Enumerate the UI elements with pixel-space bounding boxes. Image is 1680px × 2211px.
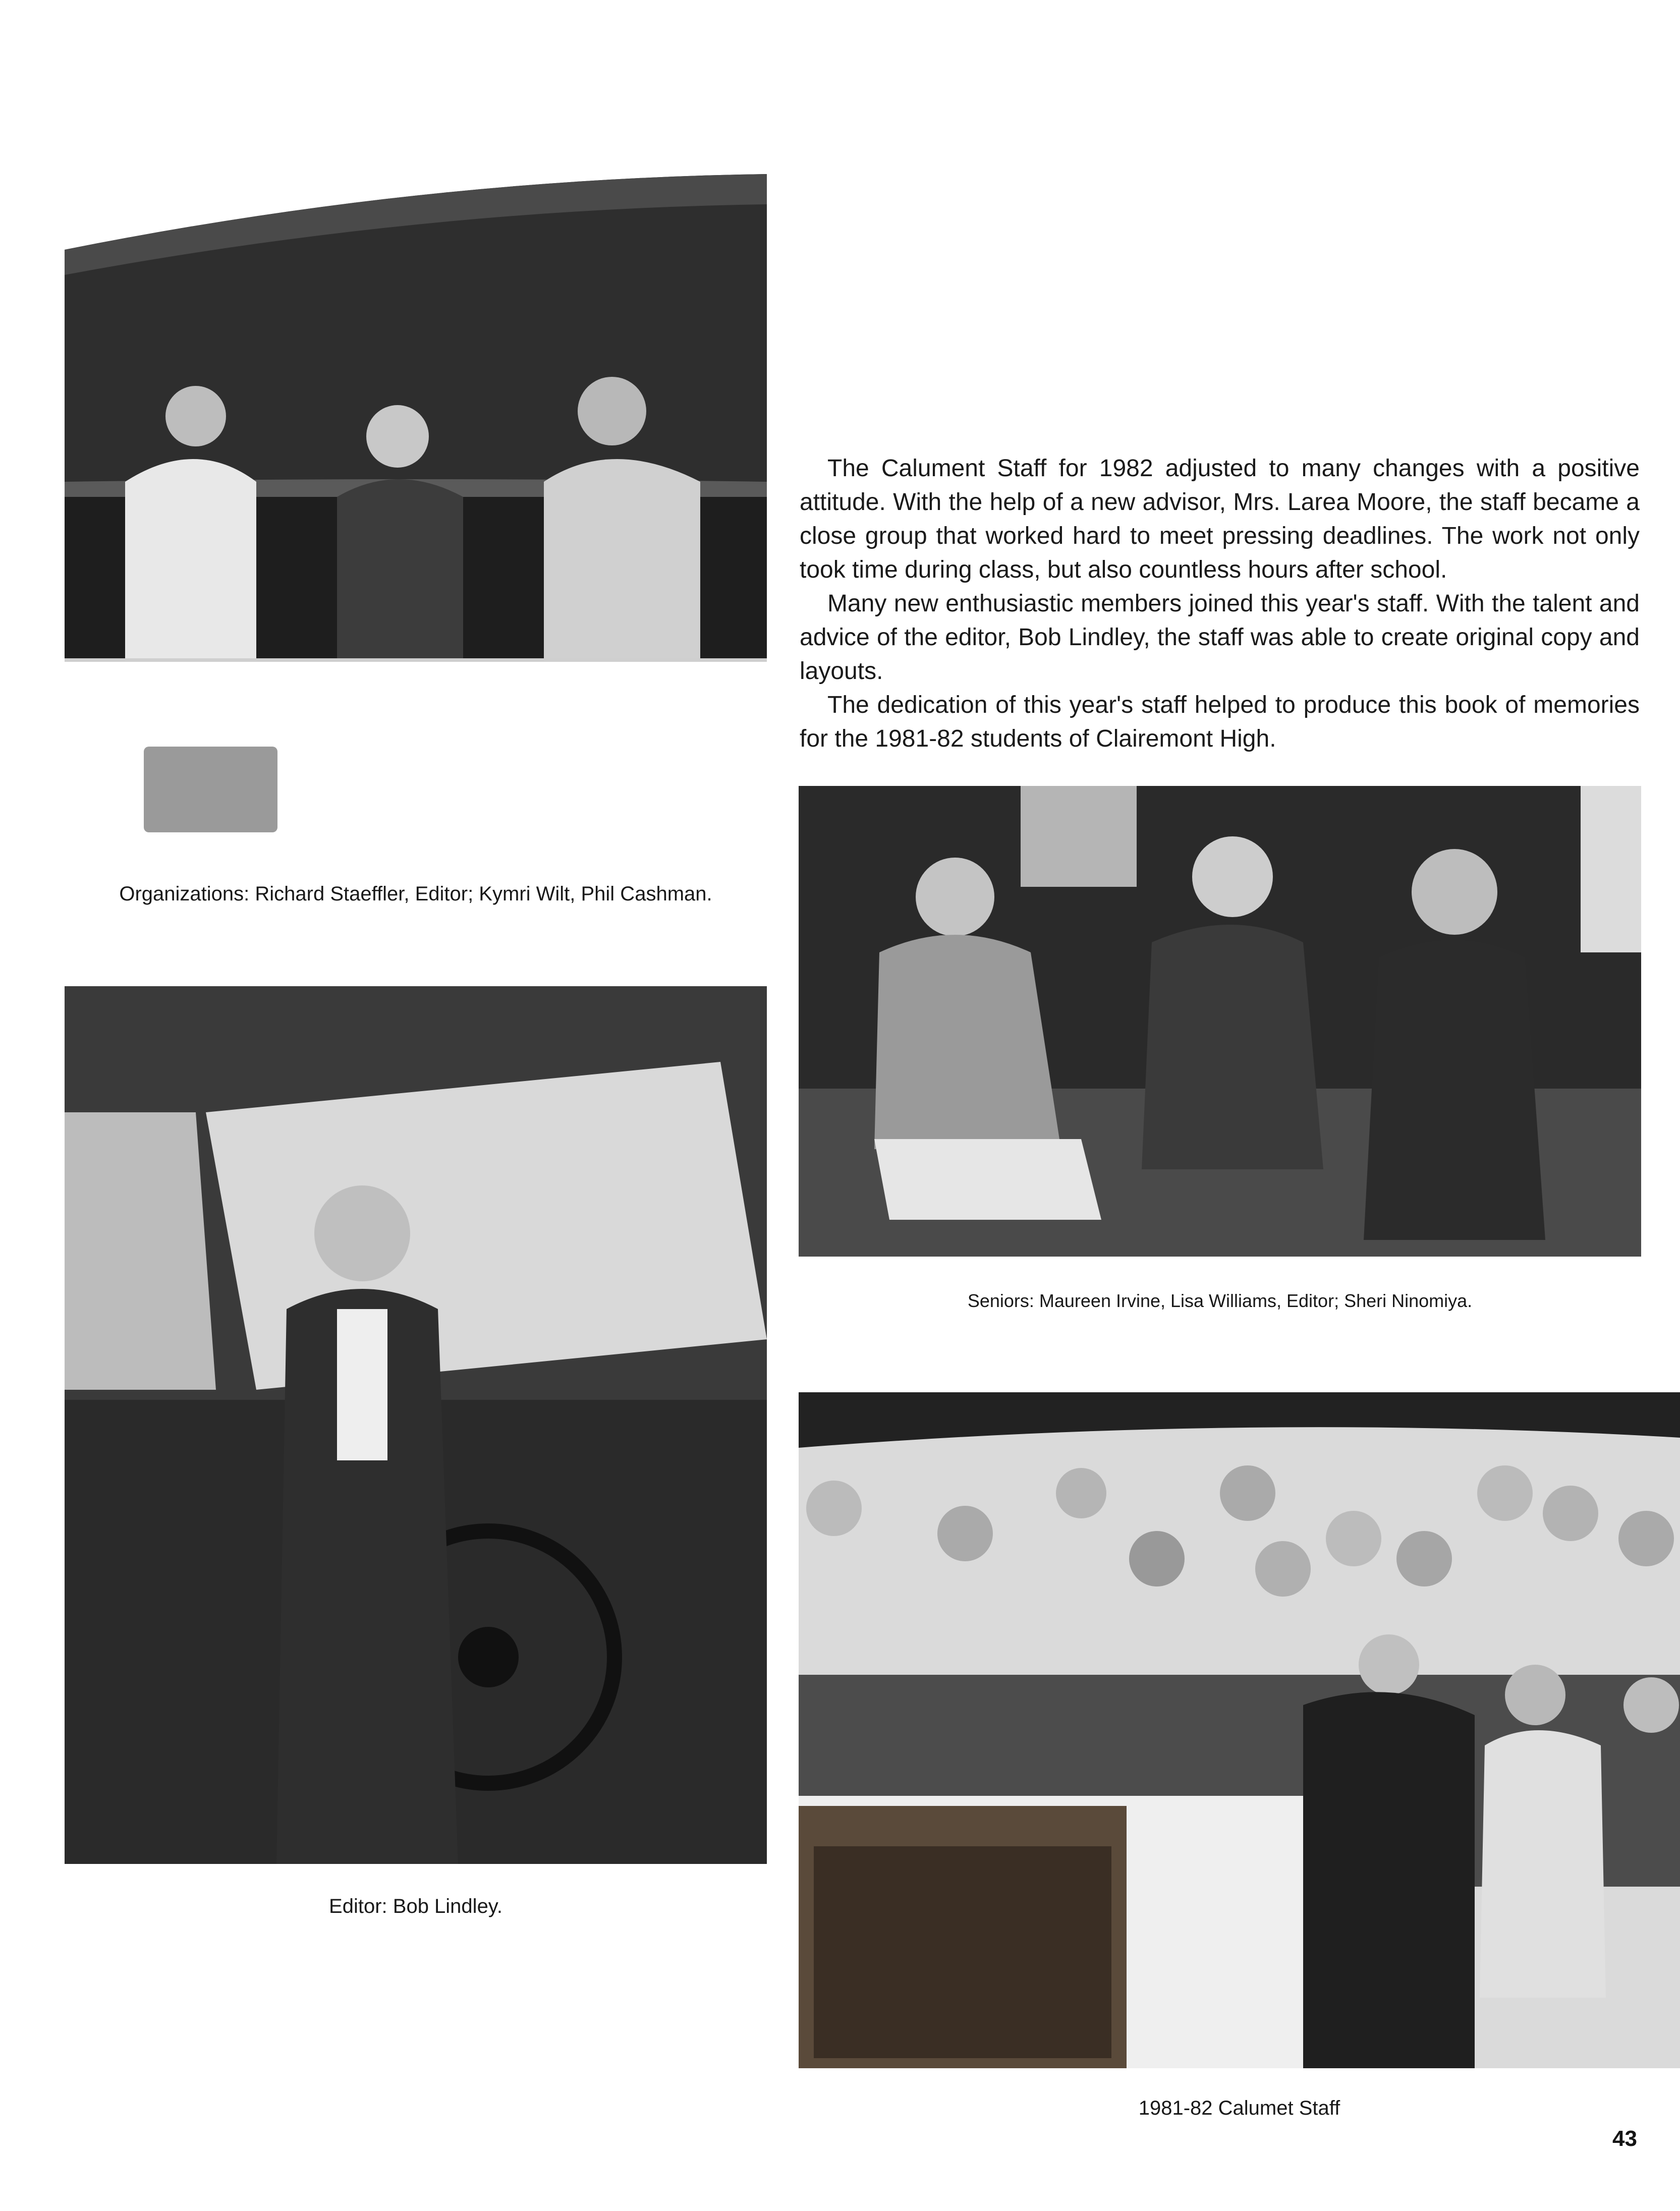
paragraph-2: Many new enthusiastic members joined this year's staff. With the talent and advice of the editor, Bob Lindley, the staff was able to create original copy and layouts.	[800, 590, 1640, 685]
article-body	[800, 451, 1640, 756]
editor-caption: Editor: Bob Lindley.	[329, 1895, 502, 1917]
seniors-caption: Seniors: Maureen Irvine, Lisa Williams, Editor; Sheri Ninomiya.	[967, 1290, 1473, 1311]
page-number: 43	[1612, 2126, 1637, 2151]
seniors-photo	[799, 786, 1641, 1257]
deck-sign-graphic	[144, 747, 277, 832]
staff-group-photo	[799, 1392, 1680, 2068]
staff-group-caption: 1981-82 Calumet Staff	[1138, 2097, 1340, 2119]
organizations-photo	[65, 174, 767, 662]
organizations-caption: Organizations: Richard Staeffler, Editor; Kymri Wilt, Phil Cashman.	[119, 883, 712, 905]
editor-photo	[65, 986, 767, 1864]
paragraph-3: The dedication of this year's staff helped to produce this book of memories for the 1981-82 students of Clairemont High.	[800, 692, 1640, 752]
paragraph-1: The Calument Staff for 1982 adjusted to many changes with a positive attitude. With the help of a new advisor, Mrs. Larea Moore, the staff became a close group that worked hard to meet pressing deadlines. The work not only took time during class, but also countless hours after school.	[800, 455, 1640, 583]
